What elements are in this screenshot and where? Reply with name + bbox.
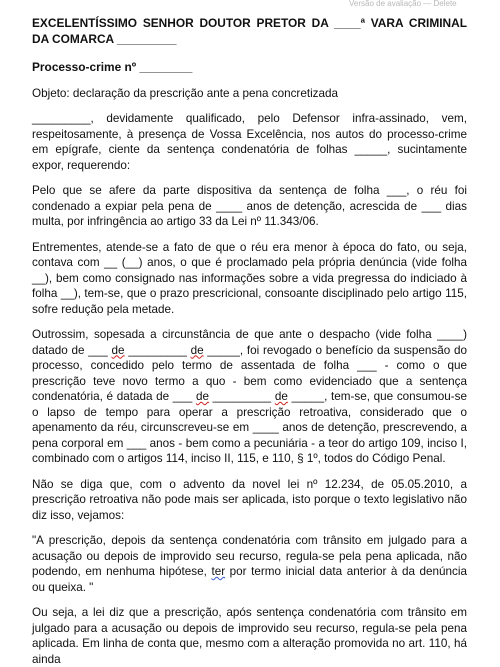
spellcheck-word: de <box>195 390 209 403</box>
document-body <box>32 16 467 667</box>
watermark: Versão de avaliação — Delete <box>349 0 457 8</box>
paragraph-3: Entrementes, atende-se a fato de que o réu era menor à época do fato, ou seja, contava com __ (__) anos, o que é proclamado pela própria denúncia (vide folha __), bem como consignado nas informações sobre a vida pregressa do indiciado à folha __), tem-se, que o prazo prescricional, consoante disciplinado pelo artigo 115, sofre redução pela metade. <box>32 240 467 316</box>
paragraph-4-part-b: _________ <box>124 343 191 357</box>
spellcheck-word: de <box>190 343 204 357</box>
grammar-check-word: ter <box>211 565 226 578</box>
paragraph-7: Ou seja, a lei diz que a prescrição, após sentença condenatória com trânsito em julgado para a acusação ou depois de improvido seu recurso, regula-se pela pena aplicada. Em linha de conta que, mesmo com a alteração promovida no art. 110, há ainda <box>32 606 467 666</box>
paragraph-4 <box>32 327 467 467</box>
paragraph-1: _________, devidamente qualificado, pelo Defensor infra-assinado, vem, respeitosamente, à presença de Vossa Excelência, nos autos do processo-crime em epígrafe, ciente da sentença condenatória de folhas _____, sucintamente expor, requerendo: <box>32 112 467 172</box>
paragraph-2: Pelo que se afere da parte dispositiva da sentença de folha ___, o réu foi condenado a expiar pela pena de ____ anos de detenção, acrescida de ___ dias multa, por infringência ao artigo 33 da Lei nº 11.343/06. <box>32 184 467 228</box>
process-number: Processo-crime nº ________ <box>32 60 193 74</box>
spellcheck-word: de <box>274 390 288 403</box>
document-heading: EXCELENTÍSSIMO SENHOR DOUTOR PRETOR DA ____ª VARA CRIMINAL DA COMARCA _________ <box>32 16 467 46</box>
quote-paragraph <box>32 533 467 595</box>
paragraph-4-part-a: Outrossim, sopesada a circunstância de que ante o despacho (vide folha ____) datado de ___ <box>32 328 467 357</box>
paragraph-4-part-e: _____, tem-se, que consumou-se o lapso de tempo para operar a prescrição retroativa, considerado que o apenamento da réu, circunscreveu-se em ____ anos de detenção, prescrevendo, a pena corporal em ___ anos - bem como a pecuniária - a teor do artigo 109, inciso I, combinado com o artigos 114, inciso II, 115, e 110, § 1º, todos do Código Penal. <box>32 390 467 465</box>
subject-line: Objeto: declaração da prescrição ante a pena concretizada <box>32 86 339 100</box>
quote-part-a: "A prescrição, depois da sentença condenatória com trânsito em julgado para a acusação ou depois de improvido seu recurso, regula-se pela pena aplicada, não podendo, em nenhuma hipótese, <box>32 534 467 578</box>
spellcheck-word: de <box>111 343 125 357</box>
quote-part-b: por termo inicial data anterior à da denúncia ou queixa. " <box>32 565 467 594</box>
paragraph-4-part-d: _________ <box>209 390 275 403</box>
paragraph-5: Não se diga que, com o advento da novel lei nº 12.234, de 05.05.2010, a prescrição retroativa não pode mais ser aplicada, isto porque o texto legislativo não diz isso, vejamos: <box>32 477 467 522</box>
paragraph-4-part-c: _____, foi revogado o benefício da suspensão do processo, concedido pelo termo de assentada de folha ___ - como o que prescrição teve novo termo a quo - bem como evidenciado que a sentença condenatória, é datada de ___ <box>32 343 467 403</box>
